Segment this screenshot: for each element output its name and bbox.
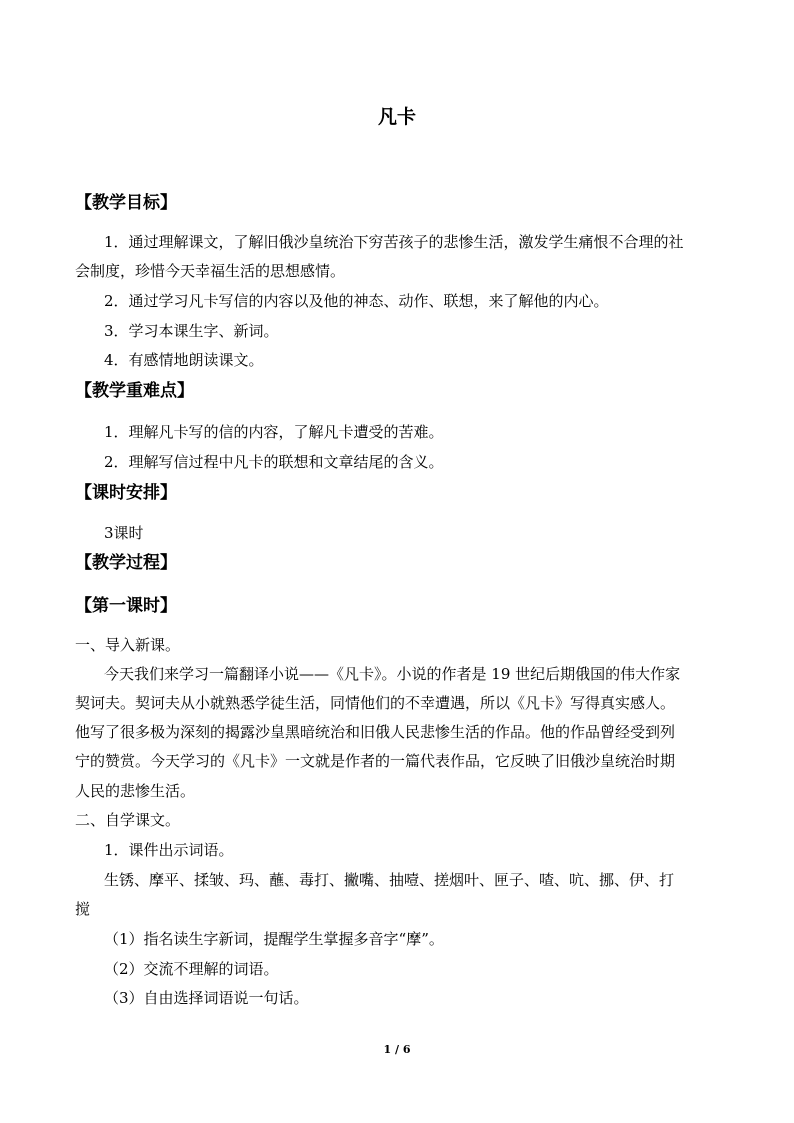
- intro-line-5: 人民的悲惨生活。: [75, 782, 196, 800]
- goal-item-1-cont: 会制度，珍惜今天幸福生活的思想感情。: [75, 262, 346, 280]
- goal-item-1: 1．通过理解课文，了解旧俄沙皇统治下穷苦孩子的悲惨生活，激发学生痛恨不合理的社: [104, 233, 684, 251]
- first-lesson-heading: 【第一课时】: [75, 596, 177, 616]
- words-line-1: 生锈、摩平、揉皱、玛、蘸、毒打、撇嘴、抽噎、搓烟叶、匣子、喳、吭、挪、伊、打: [104, 871, 675, 889]
- section-heading-key-points: 【教学重难点】: [75, 381, 194, 401]
- intro-line-2: 契诃夫。契诃夫从小就熟悉学徒生活，同情他们的不幸遭遇，所以《凡卡》写得真实感人。: [75, 694, 676, 712]
- sub-step-1: 1．课件出示词语。: [104, 841, 234, 859]
- key-point-1: 1．理解凡卡写的信的内容，了解凡卡遭受的苦难。: [104, 423, 444, 441]
- document-title: 凡卡: [377, 106, 416, 128]
- step-1-heading: 一、导入新课。: [75, 636, 181, 654]
- activity-3: （3）自由选择词语说一句话。: [104, 989, 309, 1007]
- words-line-2: 搅: [75, 900, 91, 918]
- activity-1: （1）指名读生字新词，提醒学生掌握多音字“摩”。: [104, 930, 444, 948]
- goal-item-2: 2．通过学习凡卡写信的内容以及他的神态、动作、联想，来了解他的内心。: [104, 292, 609, 310]
- goal-item-3: 3．学习本课生字、新词。: [104, 322, 279, 340]
- section-heading-process: 【教学过程】: [75, 553, 177, 573]
- intro-line-1: 今天我们来学习一篇翻译小说——《凡卡》。小说的作者是 19 世纪后期俄国的伟大作家: [104, 665, 681, 683]
- intro-line-3: 他写了很多极为深刻的揭露沙皇黑暗统治和旧俄人民悲惨生活的作品。他的作品曾经受到列: [75, 723, 676, 741]
- goal-item-4: 4．有感情地朗读课文。: [104, 351, 264, 369]
- schedule-text: 3课时: [104, 524, 144, 542]
- activity-2: （2）交流不理解的词语。: [104, 960, 279, 978]
- page-number: 1 / 6: [383, 1043, 411, 1056]
- intro-line-4: 宁的赞赏。今天学习的《凡卡》一文就是作者的一篇代表作品，它反映了旧俄沙皇统治时期: [75, 752, 676, 770]
- step-2-heading: 二、自学课文。: [75, 811, 181, 829]
- key-point-2: 2．理解写信过程中凡卡的联想和文章结尾的含义。: [104, 453, 444, 471]
- section-heading-goals: 【教学目标】: [75, 193, 177, 213]
- section-heading-schedule: 【课时安排】: [75, 483, 177, 503]
